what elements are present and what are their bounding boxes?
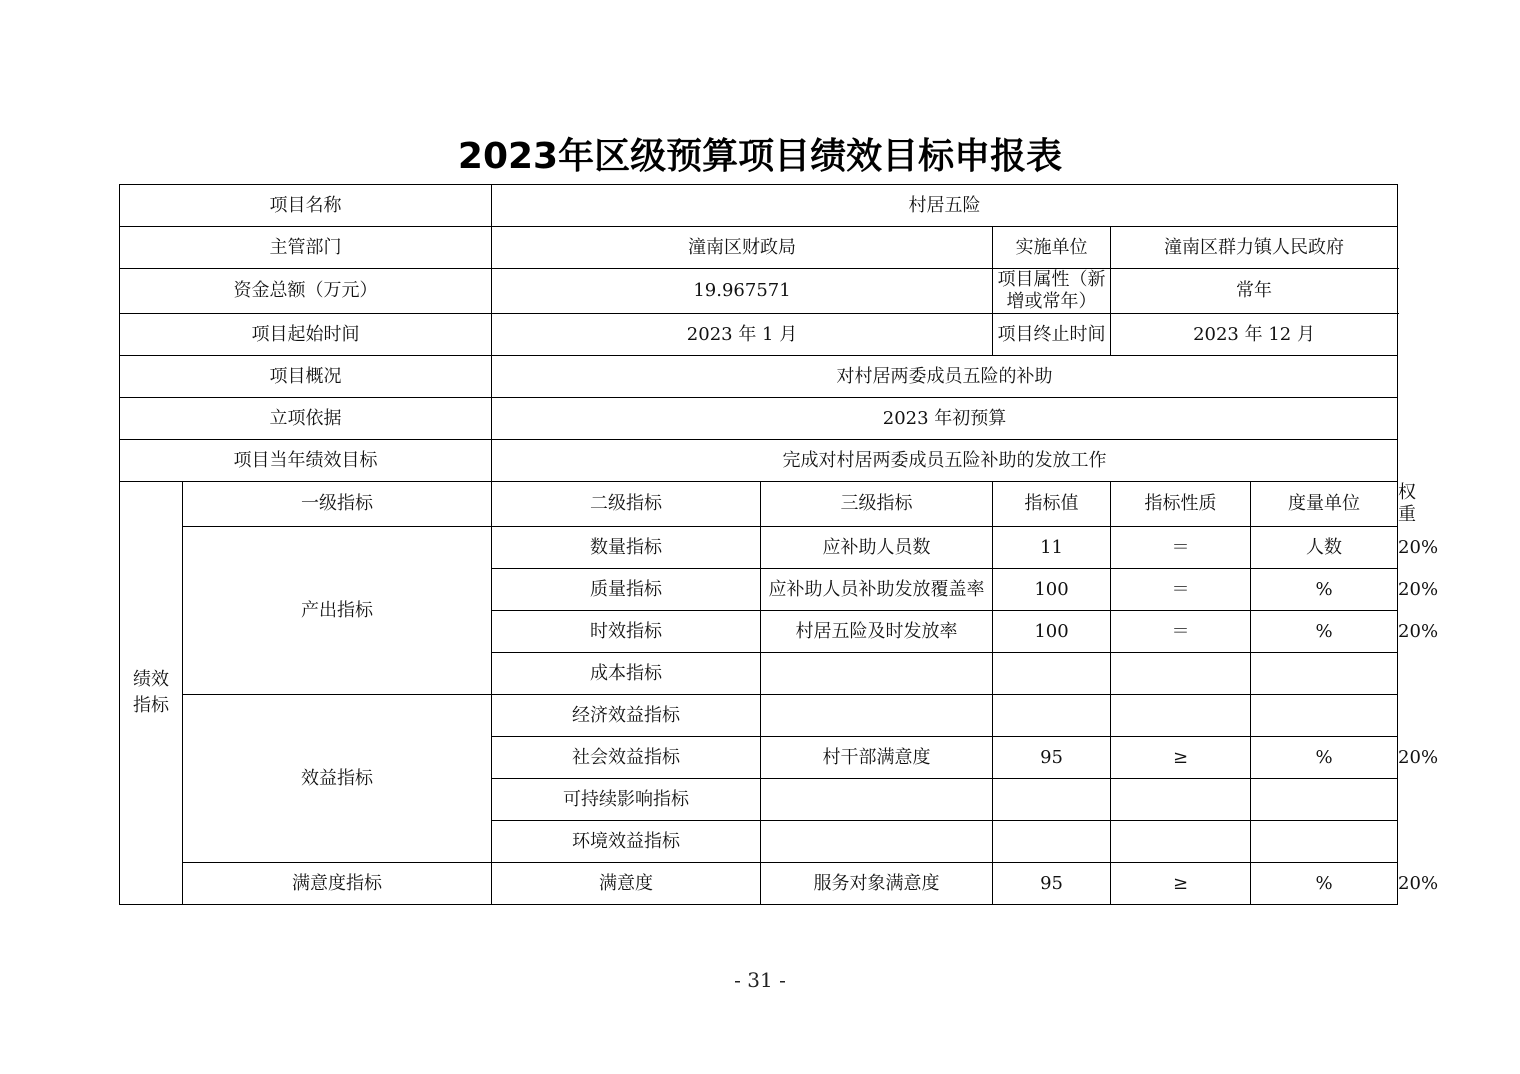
impl-value: 潼南区群力镇人民政府: [1111, 227, 1398, 269]
attr-value: 常年: [1111, 269, 1398, 314]
row-goal: [120, 440, 1398, 482]
indicator-row: 时效指标 村居五险及时发放率 100 ＝ % 20%: [120, 611, 1398, 653]
level3-cell: 村居五险及时发放率: [761, 611, 993, 653]
header-level2: 二级指标: [492, 482, 761, 527]
goal-label: 项目当年绩效目标: [120, 440, 492, 482]
level3-cell: 应补助人员数: [761, 527, 993, 569]
level2-cell: 可持续影响指标: [492, 779, 761, 821]
level2-cell: 环境效益指标: [492, 821, 761, 863]
value-cell: 11: [993, 527, 1111, 569]
row-period: [120, 314, 1398, 356]
funds-label: 资金总额（万元）: [120, 269, 492, 314]
nature-cell: [1111, 653, 1251, 695]
value-cell: 100: [993, 611, 1111, 653]
header-level1: 一级指标: [183, 482, 492, 527]
unit-cell: %: [1251, 737, 1398, 779]
project-name-value: 村居五险: [492, 185, 1398, 227]
unit-cell: [1251, 821, 1398, 863]
value-cell: [993, 821, 1111, 863]
indicator-header-row: 绩效指标 一级指标 二级指标 三级指标 指标值 指标性质 度量单位 权重: [120, 482, 1398, 527]
level2-cell: 经济效益指标: [492, 695, 761, 737]
dept-value: 潼南区财政局: [492, 227, 993, 269]
group-output: 产出指标: [183, 527, 492, 695]
level3-cell: [761, 653, 993, 695]
value-cell: [993, 695, 1111, 737]
overview-label: 项目概况: [120, 356, 492, 398]
value-cell: 95: [993, 863, 1111, 905]
value-cell: 95: [993, 737, 1111, 779]
nature-cell: ＝: [1111, 527, 1251, 569]
row-basis: [120, 398, 1398, 440]
level3-cell: 服务对象满意度: [761, 863, 993, 905]
row-funds: [120, 269, 1398, 314]
group-benefit: 效益指标: [183, 695, 492, 863]
level3-cell: [761, 779, 993, 821]
dept-label: 主管部门: [120, 227, 492, 269]
indicators-section-text: 绩效指标: [133, 669, 169, 716]
level2-cell: 社会效益指标: [492, 737, 761, 779]
unit-cell: %: [1251, 863, 1398, 905]
row-project-name: [120, 185, 1398, 227]
indicator-row: 社会效益指标 村干部满意度 95 ≥ % 20%: [120, 737, 1398, 779]
nature-cell: ≥: [1111, 737, 1251, 779]
value-cell: 100: [993, 569, 1111, 611]
nature-cell: ≥: [1111, 863, 1251, 905]
attr-label: 项目属性（新增或常年）: [993, 269, 1111, 314]
unit-cell: %: [1251, 569, 1398, 611]
impl-label: 实施单位: [993, 227, 1111, 269]
header-unit: 度量单位: [1251, 482, 1398, 527]
unit-cell: [1251, 653, 1398, 695]
header-value: 指标值: [993, 482, 1111, 527]
level2-cell: 满意度: [492, 863, 761, 905]
performance-form-table: [119, 184, 1439, 905]
start-value: 2023 年 1 月: [492, 314, 993, 356]
header-nature: 指标性质: [1111, 482, 1251, 527]
goal-value: 完成对村居两委成员五险补助的发放工作: [492, 440, 1398, 482]
nature-cell: [1111, 821, 1251, 863]
page-title: 2023年区级预算项目绩效目标申报表: [457, 136, 1063, 177]
level3-cell: 应补助人员补助发放覆盖率: [761, 569, 993, 611]
funds-value: 19.967571: [492, 269, 993, 314]
unit-cell: [1251, 695, 1398, 737]
value-cell: [993, 779, 1111, 821]
indicator-row: 满意度指标 满意度 服务对象满意度 95 ≥ % 20%: [120, 863, 1398, 905]
level2-cell: 数量指标: [492, 527, 761, 569]
unit-cell: [1251, 779, 1398, 821]
indicators-section-label: [120, 482, 183, 905]
end-label: 项目终止时间: [993, 314, 1111, 356]
nature-cell: [1111, 779, 1251, 821]
group-satisfaction: 满意度指标: [183, 863, 492, 905]
indicator-row: [120, 695, 1398, 737]
header-level3: 三级指标: [761, 482, 993, 527]
start-label: 项目起始时间: [120, 314, 492, 356]
unit-cell: %: [1251, 611, 1398, 653]
overview-value: 对村居两委成员五险的补助: [492, 356, 1398, 398]
indicator-row: 产出指标 数量指标 应补助人员数 11 ＝ 人数 20%: [120, 527, 1398, 569]
nature-cell: ＝: [1111, 611, 1251, 653]
end-value: 2023 年 12 月: [1111, 314, 1398, 356]
page-number: - 31 -: [734, 968, 786, 992]
unit-cell: 人数: [1251, 527, 1398, 569]
row-overview: [120, 356, 1398, 398]
nature-cell: [1111, 695, 1251, 737]
value-cell: [993, 653, 1111, 695]
row-department: [120, 227, 1398, 269]
nature-cell: ＝: [1111, 569, 1251, 611]
indicator-row: 质量指标 应补助人员补助发放覆盖率 100 ＝ % 20%: [120, 569, 1398, 611]
level3-cell: [761, 695, 993, 737]
basis-value: 2023 年初预算: [492, 398, 1398, 440]
project-name-label: 项目名称: [120, 185, 492, 227]
level3-cell: [761, 821, 993, 863]
basis-label: 立项依据: [120, 398, 492, 440]
level2-cell: 质量指标: [492, 569, 761, 611]
level2-cell: 时效指标: [492, 611, 761, 653]
level2-cell: 成本指标: [492, 653, 761, 695]
level3-cell: 村干部满意度: [761, 737, 993, 779]
